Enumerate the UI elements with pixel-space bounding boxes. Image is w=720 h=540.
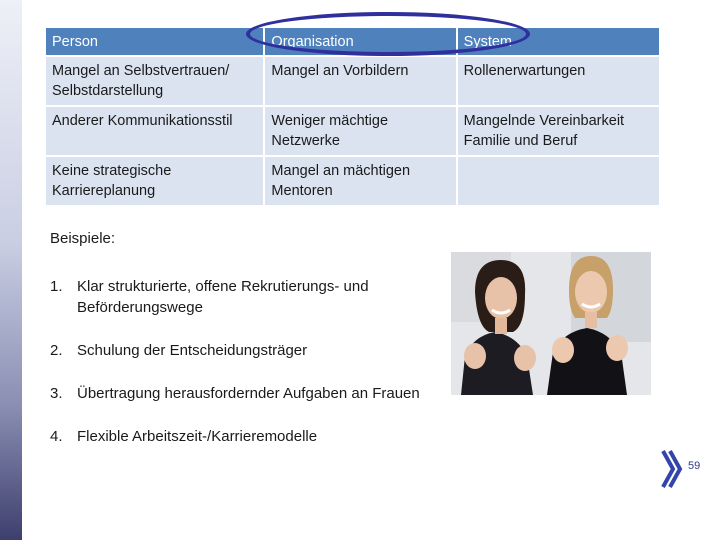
list-item — [50, 276, 420, 318]
photo-illustration — [451, 252, 651, 395]
barriers-table — [44, 26, 661, 207]
table-row — [46, 57, 659, 105]
table-row — [46, 157, 659, 205]
list-number: 1. — [50, 278, 63, 295]
header-system: System — [458, 28, 659, 55]
header-organisation: Organisation — [265, 28, 455, 55]
list-number: 3. — [50, 385, 63, 402]
table-row — [46, 107, 659, 155]
table-cell: Mangel an mächtigen Mentoren — [265, 157, 455, 205]
header-person: Person — [46, 28, 263, 55]
table-cell: Weniger mächtige Netzwerke — [265, 107, 455, 155]
double-chevron-right-icon[interactable] — [660, 448, 684, 490]
list-item — [50, 426, 420, 447]
table-cell: Keine strategische Karriereplanung — [46, 157, 263, 205]
list-item — [50, 340, 420, 361]
page-number: 59 — [688, 460, 701, 472]
photo-two-women — [451, 252, 651, 395]
list-text: Klar strukturierte, offene Rekrutierungs- und Beförderungswege — [77, 278, 369, 316]
left-decorative-stripe — [0, 0, 22, 540]
table-cell: Anderer Kommunikationsstil — [46, 107, 263, 155]
list-item — [50, 383, 420, 404]
list-text: Flexible Arbeitszeit-/Karrieremodelle — [77, 428, 318, 445]
examples-heading: Beispiele: — [50, 230, 116, 247]
table-cell: Rollenerwartungen — [458, 57, 659, 105]
table-cell — [458, 157, 659, 205]
examples-list — [50, 276, 420, 447]
list-number: 2. — [50, 342, 63, 359]
list-text: Übertragung herausfordernder Aufgaben an Frauen — [77, 385, 420, 402]
list-number: 4. — [50, 428, 63, 445]
list-text: Schulung der Entscheidungsträger — [77, 342, 308, 359]
table-cell: Mangel an Selbstvertrauen/ Selbstdarstellung — [46, 57, 263, 105]
table-cell: Mangelnde Vereinbarkeit Familie und Beruf — [458, 107, 659, 155]
table-cell: Mangel an Vorbildern — [265, 57, 455, 105]
table-header-row — [46, 28, 659, 55]
